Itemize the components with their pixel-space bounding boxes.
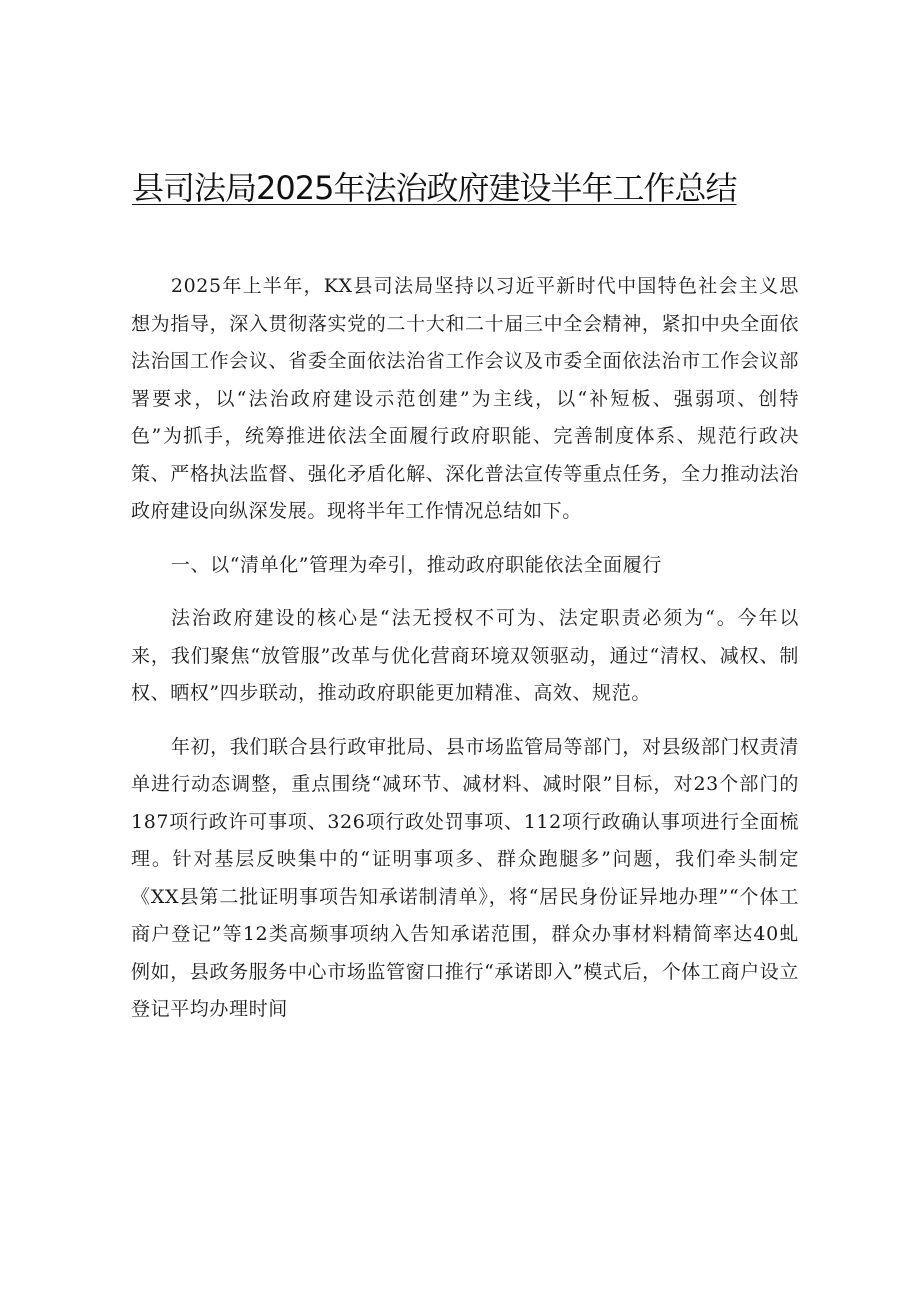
document-title: 县司法局2025年法治政府建设半年工作总结 [132,169,737,207]
intro-paragraph: 2025年上半年，KX县司法局坚持以习近平新时代中国特色社会主义思想为指导，深入贯彻落实党的二十大和二十届三中全会精神，紧扣中央全面依法治国工作会议、省委全面依法治省工作会议及市委全面依法治市工作会议部署要求，以“法治政府建设示范创建”为主线，以“补短板、强弱项、创特色”为抓手，统筹推进依法全面履行政府职能、完善制度体系、规范行政决策、严格执法监督、强化矛盾化解、深化普法宣传等重点任务，全力推动法治政府建设向纵深发展。现将半年工作情况总结如下。 [131,275,799,522]
body-paragraph: 年初，我们联合县行政审批局、县市场监管局等部门，对县级部门权责清单进行动态调整，重点围绕“减环节、减材料、减时限”目标，对23个部门的187项行政许可事项、326项行政处罚事项、112项行政确认事项进行全面梳理。针对基层反映集中的“证明事项多、群众跑腿多”问题，我们牵头制定《XX县第二批证明事项告知承诺制清单》，将“居民身份证异地办理”“个体工商户登记”等12类高频事项纳入告知承诺范围，群众办事材料精简率达40虬例如，县政务服务中心市场监管窗口推行“承诺即入”模式后，个体工商户设立登记平均办理时间 [131,735,799,1020]
section-heading: 一、以“清单化”管理为牵引，推动政府职能依法全面履行 [170,553,662,576]
document-body [131,268,799,1029]
body-paragraph: 法治政府建设的核心是“法无授权不可为、法定职责必须为“。今年以来，我们聚焦“放管服”改革与优化营商环境双领驱动，通过“清权、减权、制权、晒权”四步联动，推动政府职能更加精准、高效、规范。 [131,607,799,704]
